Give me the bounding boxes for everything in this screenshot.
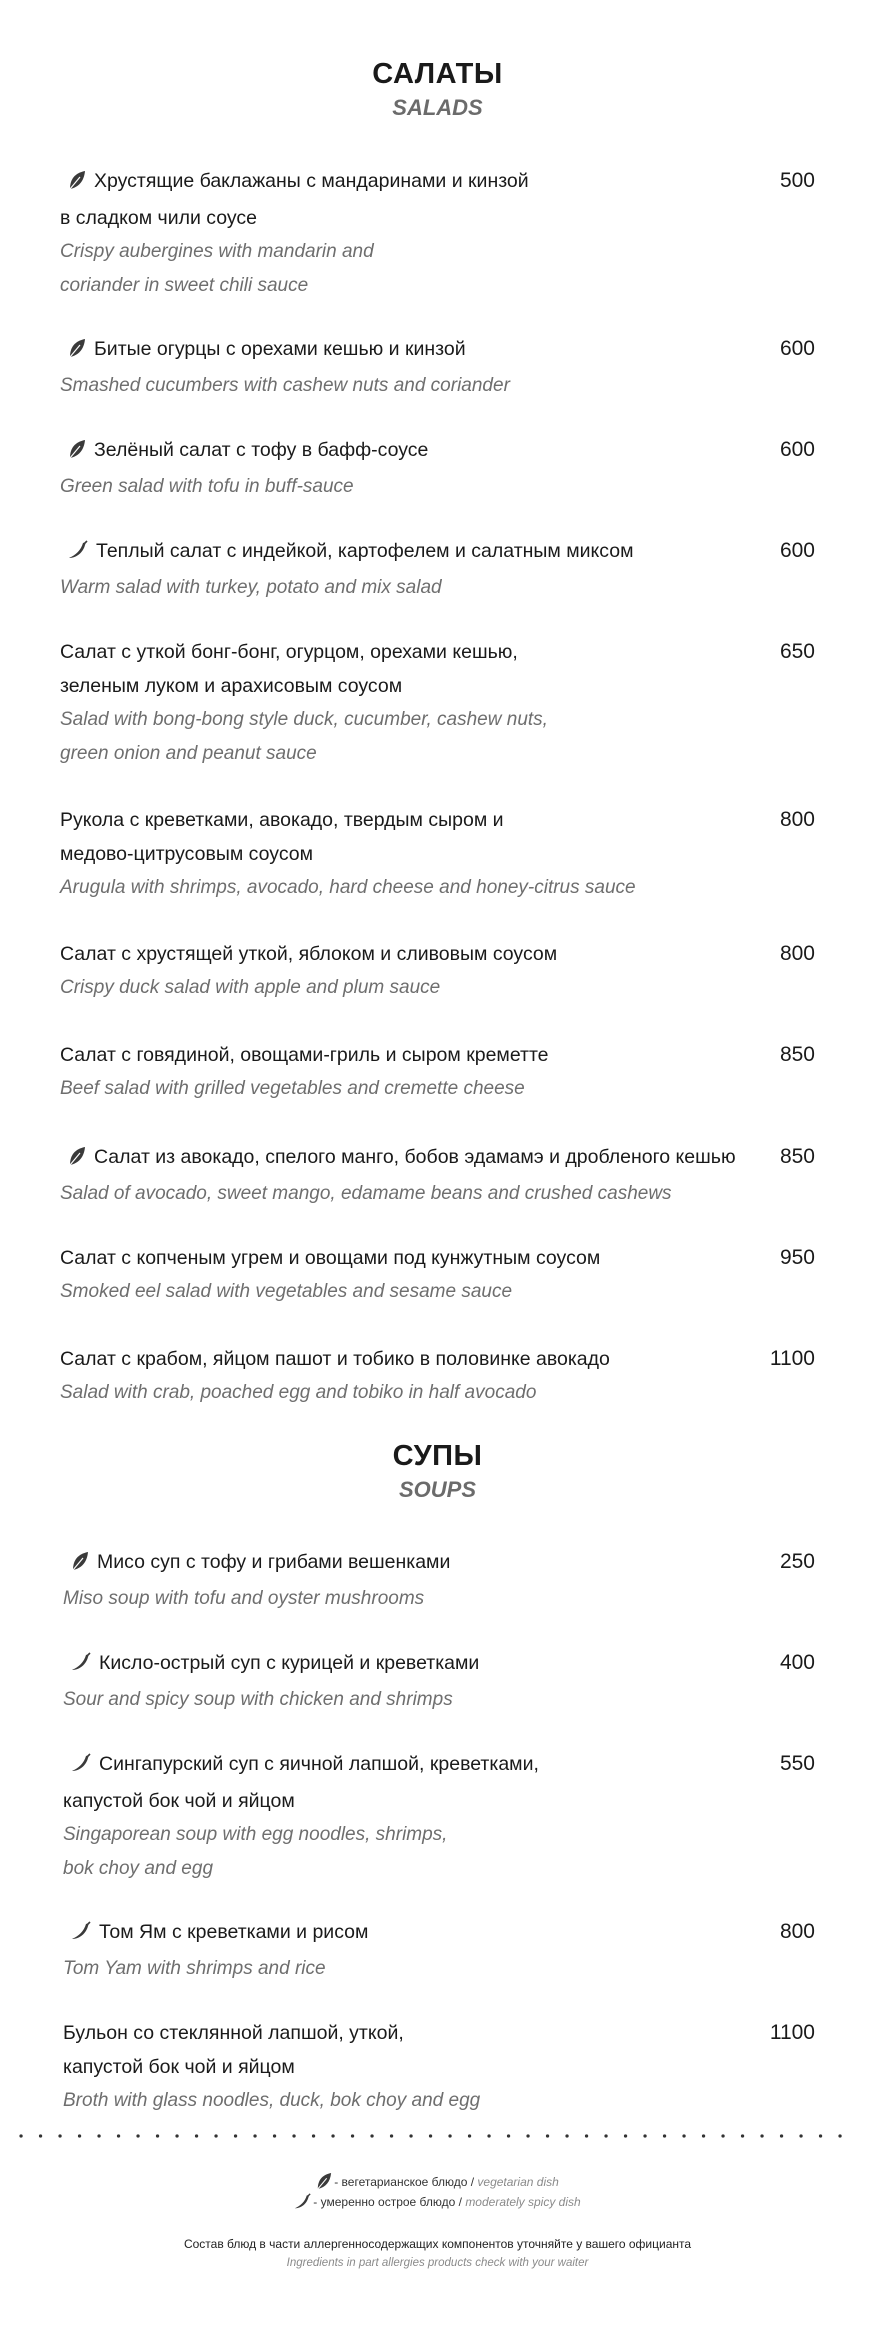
item-name-ru: Сингапурский суп с яичной лапшой, креветками,	[99, 1753, 539, 1775]
item-price: 600	[779, 438, 815, 461]
menu-item	[60, 433, 815, 504]
item-price: 800	[779, 808, 815, 831]
item-name-en: Smoked eel salad with vegetables and sesame sauce	[60, 1281, 513, 1302]
leaf-icon	[68, 335, 86, 369]
item-price: 650	[779, 640, 815, 663]
item-name-en: Warm salad with turkey, potato and mix salad	[60, 577, 442, 598]
menu-item	[60, 937, 815, 1005]
item-price: 400	[779, 1651, 815, 1674]
item-price: 850	[779, 1043, 815, 1066]
menu-item	[63, 1646, 815, 1717]
salads-title: САЛАТЫ	[372, 58, 503, 90]
chili-pepper-icon	[68, 537, 88, 571]
item-price: 1100	[769, 2021, 815, 2044]
item-price: 950	[779, 1246, 815, 1269]
legend-vegetarian	[0, 2172, 875, 2193]
leaf-icon	[68, 436, 86, 470]
item-name-en: Broth with glass noodles, duck, bok choy and egg	[63, 2090, 481, 2111]
item-name-en: Crispy aubergines with mandarin and	[60, 241, 374, 262]
chili-pepper-icon	[71, 1649, 91, 1683]
item-name-ru: Салат с уткой бонг-бонг, огурцом, орехами кешью,	[60, 641, 518, 663]
item-name-en: Beef salad with grilled vegetables and cremette cheese	[60, 1078, 525, 1099]
item-name-ru: капустой бок чой и яйцом	[63, 2056, 295, 2078]
item-name-en: Green salad with tofu in buff-sauce	[60, 476, 354, 497]
menu-item	[60, 164, 815, 303]
item-name-ru: зеленым луком и арахисовым соусом	[60, 675, 403, 697]
chili-pepper-icon	[294, 2193, 311, 2213]
item-price: 250	[779, 1550, 815, 1573]
item-name-en: bok choy and egg	[63, 1858, 214, 1879]
leaf-icon	[316, 2172, 332, 2193]
item-name-ru: Зелёный салат с тофу в бафф-соусе	[94, 439, 429, 461]
item-name-ru: Салат с крабом, яйцом пашот и тобико в половинке авокадо	[60, 1348, 610, 1370]
item-price: 850	[779, 1145, 815, 1168]
salads-header	[0, 58, 875, 121]
soups-title: СУПЫ	[392, 1440, 483, 1472]
menu-item	[60, 1241, 815, 1309]
item-name-ru: Рукола с креветками, авокадо, твердым сыром и	[60, 809, 504, 831]
soups-header	[0, 1440, 875, 1503]
menu-item	[63, 1915, 815, 1986]
allergy-note-en: Ingredients in part allergies products check with your waiter	[286, 2257, 589, 2269]
chili-pepper-icon	[71, 1918, 91, 1952]
item-name-en: Smashed cucumbers with cashew nuts and coriander	[60, 375, 510, 396]
legend-veg-text: - вегетарианское блюдо /	[334, 2175, 475, 2189]
item-name-en: Salad with bong-bong style duck, cucumber, cashew nuts,	[60, 709, 548, 730]
item-price: 550	[779, 1752, 815, 1775]
legend-veg-text-en: vegetarian dish	[477, 2175, 559, 2189]
item-name-ru: Теплый салат с индейкой, картофелем и салатным миксом	[96, 540, 634, 562]
legend-spicy-text-en: moderately spicy dish	[465, 2195, 581, 2209]
item-name-ru: Бульон со стеклянной лапшой, уткой,	[63, 2022, 404, 2044]
item-name-en: Tom Yam with shrimps and rice	[63, 1958, 326, 1979]
item-name-en: Miso soup with tofu and oyster mushrooms	[63, 1588, 425, 1609]
menu-item	[60, 1140, 815, 1211]
item-name-en: Arugula with shrimps, avocado, hard cheese and honey-citrus sauce	[60, 877, 636, 898]
item-price: 500	[779, 169, 815, 192]
menu-item	[60, 1038, 815, 1106]
menu-item	[60, 803, 815, 905]
allergy-note: Состав блюд в части аллергенносодержащих компонентов уточняйте у вашего официанта	[183, 2237, 692, 2251]
item-price: 1100	[769, 1347, 815, 1370]
chili-pepper-icon	[71, 1750, 91, 1784]
item-name-en: Salad with crab, poached egg and tobiko in half avocado	[60, 1382, 537, 1403]
item-name-en: Crispy duck salad with apple and plum sauce	[60, 977, 441, 998]
item-name-ru: Хрустящие баклажаны с мандаринами и кинзой	[94, 170, 529, 192]
legend-spicy	[0, 2193, 875, 2213]
item-name-ru: Мисо суп с тофу и грибами вешенками	[97, 1551, 451, 1573]
item-price: 800	[779, 942, 815, 965]
item-price: 800	[779, 1920, 815, 1943]
item-price: 600	[779, 337, 815, 360]
soups-subtitle: SOUPS	[398, 1477, 477, 1502]
leaf-icon	[71, 1548, 89, 1582]
dotted-divider	[18, 2133, 857, 2139]
item-name-en: coriander in sweet chili sauce	[60, 275, 309, 296]
menu-item	[60, 635, 815, 771]
item-name-ru: Салат с говядиной, овощами-гриль и сыром креметте	[60, 1044, 549, 1066]
item-name-en: Sour and spicy soup with chicken and shrimps	[63, 1689, 453, 1710]
item-price: 600	[779, 539, 815, 562]
item-name-ru: в сладком чили соусе	[60, 207, 258, 229]
menu-item	[63, 1747, 815, 1886]
item-name-ru: капустой бок чой и яйцом	[63, 1790, 295, 1812]
leaf-icon	[68, 167, 86, 201]
item-name-en: Salad of avocado, sweet mango, edamame beans and crushed cashews	[60, 1183, 672, 1204]
item-name-en: green onion and peanut sauce	[60, 743, 317, 764]
menu-item	[60, 1342, 815, 1410]
menu-item	[63, 2016, 815, 2118]
salads-subtitle: SALADS	[392, 95, 483, 120]
item-name-ru: Кисло-острый суп с курицей и креветками	[99, 1652, 480, 1674]
item-name-ru: Салат с копченым угрем и овощами под кунжутным соусом	[60, 1247, 601, 1269]
menu-item	[60, 534, 815, 605]
item-name-en: Singaporean soup with egg noodles, shrimps,	[63, 1824, 448, 1845]
leaf-icon	[68, 1143, 86, 1177]
item-name-ru: Салат с хрустящей уткой, яблоком и сливовым соусом	[60, 943, 558, 965]
legend-spicy-text: - умеренно острое блюдо /	[313, 2195, 462, 2209]
item-name-ru: Том Ям с креветками и рисом	[99, 1921, 369, 1943]
item-name-ru: Битые огурцы с орехами кешью и кинзой	[94, 338, 466, 360]
item-name-ru: Салат из авокадо, спелого манго, бобов эдамамэ и дробленого кешью	[94, 1146, 736, 1168]
menu-item	[63, 1545, 815, 1616]
menu-item	[60, 332, 815, 403]
item-name-ru: медово-цитрусовым соусом	[60, 843, 314, 865]
